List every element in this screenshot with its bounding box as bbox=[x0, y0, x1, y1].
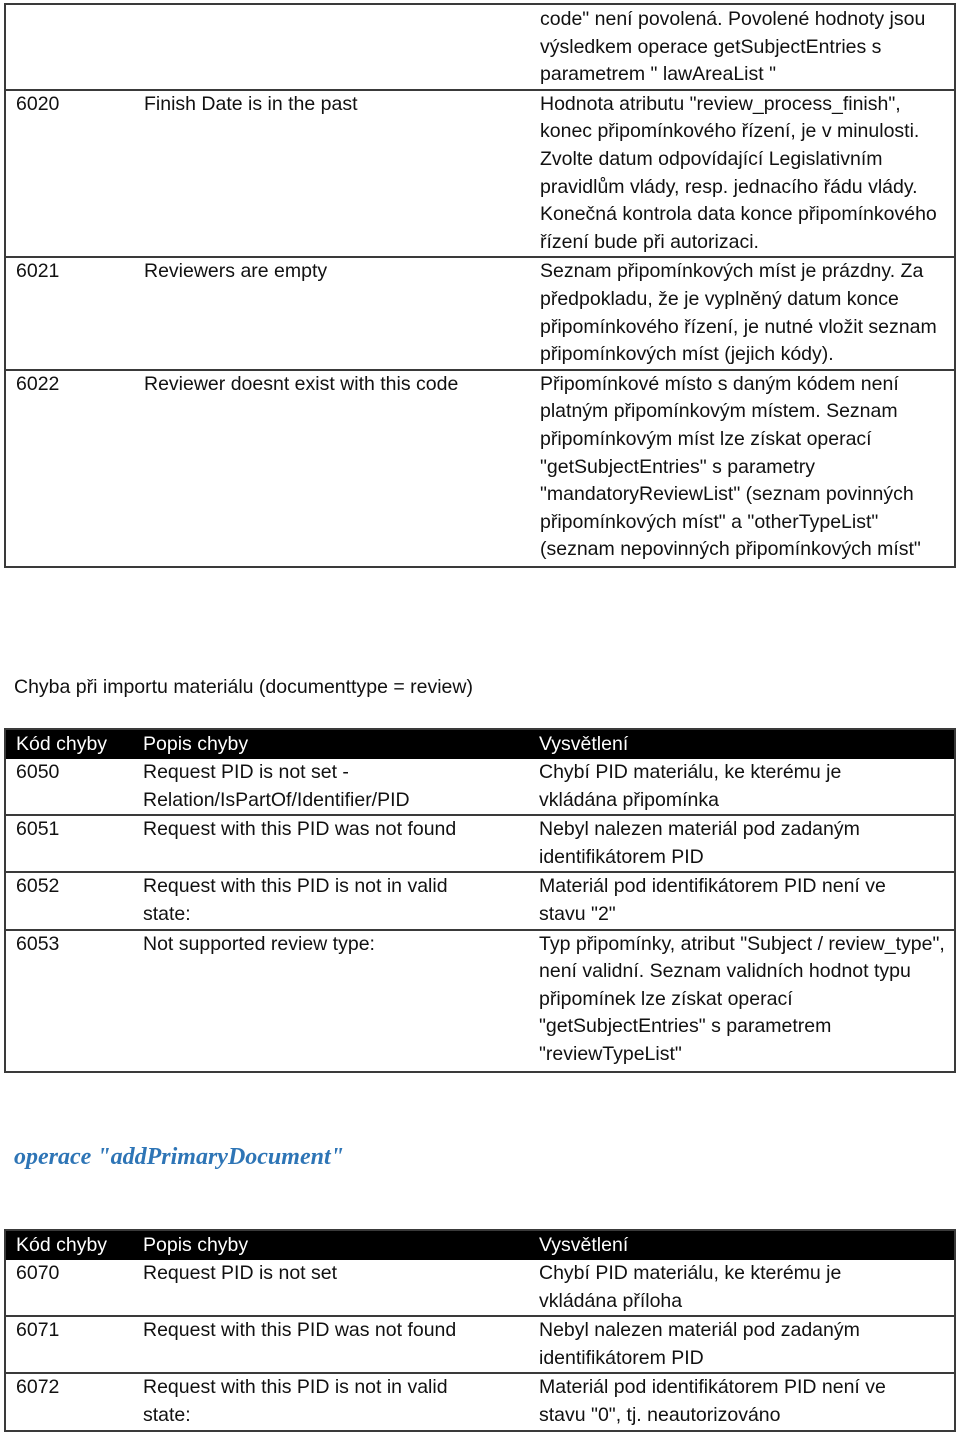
table-row bbox=[5, 930, 955, 1072]
error-description: Request with this PID was not found bbox=[133, 815, 529, 872]
table-row bbox=[5, 1373, 955, 1430]
table-row bbox=[5, 4, 955, 90]
table-row bbox=[5, 257, 955, 369]
table-row bbox=[5, 90, 955, 258]
error-explanation: Seznam připomínkových míst je prázdny. Za předpokladu, že je vyplněný datum konce připomínkového řízení, je nutné vložit seznam připomínkových míst (jejich kódy). bbox=[530, 257, 955, 369]
table-row bbox=[5, 370, 955, 567]
error-explanation: Chybí PID materiálu, ke kterému je vkládána příloha bbox=[539, 1262, 842, 1312]
column-header-description: Popis chyby bbox=[133, 1230, 529, 1260]
error-code: 6021 bbox=[5, 257, 134, 369]
error-table-top bbox=[4, 3, 956, 568]
error-explanation: Připomínkové místo s daným kódem není platným připomínkovým místem. Seznam připomínkovým míst lze získat operací "getSubjectEntries" s parametry "mandatoryReviewList" (seznam povinných připomínkových míst" a "otherTypeList" (seznam nepovinných připomínkových míst" bbox=[530, 370, 955, 567]
error-code bbox=[5, 4, 134, 90]
error-code: 6050 bbox=[16, 761, 60, 783]
error-explanation: Materiál pod identifikátorem PID není ve stavu "2" bbox=[529, 872, 955, 929]
table-row bbox=[5, 815, 955, 872]
table-header-row bbox=[5, 729, 955, 759]
column-header-code: Kód chyby bbox=[5, 729, 133, 759]
table-row bbox=[5, 872, 955, 929]
error-description: Request with this PID is not in valid state: bbox=[133, 872, 529, 929]
error-description: Finish Date is in the past bbox=[134, 90, 530, 258]
table-row bbox=[5, 759, 955, 815]
error-description: Request PID is not set - Relation/IsPartOf/Identifier/PID bbox=[143, 761, 410, 811]
error-description: Request PID is not set bbox=[143, 1262, 338, 1284]
error-explanation: Hodnota atributu "review_process_finish", konec připomínkového řízení, je v minulosti. Zvolte datum odpovídající Legislativním pravidlům vlády, resp. jednacího řádu vlády. Konečná kontrola data konce připomínkového řízení bude při autorizaci. bbox=[530, 90, 955, 258]
error-description: Reviewer doesnt exist with this code bbox=[134, 370, 530, 567]
error-description: Request with this PID was not found bbox=[133, 1316, 529, 1373]
section-title-review: Chyba při importu materiálu (documenttype = review) bbox=[14, 676, 473, 698]
error-code: 6022 bbox=[5, 370, 134, 567]
error-explanation: Typ připomínky, atribut "Subject / review_type", není validní. Seznam validních hodnot typu připomínek lze získat operací "getSubjectEntries" s parametrem "reviewTypeList" bbox=[529, 930, 955, 1072]
error-explanation: Nebyl nalezen materiál pod zadaným identifikátorem PID bbox=[529, 1316, 955, 1373]
table-header-row bbox=[5, 1230, 955, 1260]
error-code: 6071 bbox=[5, 1316, 133, 1373]
error-description: Not supported review type: bbox=[133, 930, 529, 1072]
error-description: Reviewers are empty bbox=[134, 257, 530, 369]
error-explanation: Chybí PID materiálu, ke kterému je vkládána připomínka bbox=[539, 761, 842, 811]
error-explanation: Materiál pod identifikátorem PID není ve stavu "0", tj. neautorizováno bbox=[529, 1373, 955, 1430]
error-table-primary bbox=[4, 1229, 956, 1432]
error-code: 6072 bbox=[5, 1373, 133, 1430]
error-code: 6053 bbox=[5, 930, 133, 1072]
column-header-code: Kód chyby bbox=[5, 1230, 133, 1260]
error-explanation: code" není povolená. Povolené hodnoty jsou výsledkem operace getSubjectEntries s parametrem " lawAreaList " bbox=[540, 8, 926, 86]
error-description bbox=[134, 4, 530, 90]
error-code: 6070 bbox=[16, 1262, 60, 1284]
table-row bbox=[5, 1316, 955, 1373]
error-explanation: Nebyl nalezen materiál pod zadaným identifikátorem PID bbox=[529, 815, 955, 872]
error-description: Request with this PID is not in valid state: bbox=[133, 1373, 529, 1430]
error-code: 6052 bbox=[5, 872, 133, 929]
operation-heading: operace "addPrimaryDocument" bbox=[14, 1144, 344, 1170]
error-code: 6051 bbox=[5, 815, 133, 872]
column-header-explanation: Vysvětlení bbox=[529, 1230, 955, 1260]
column-header-description: Popis chyby bbox=[133, 729, 529, 759]
error-table-review bbox=[4, 728, 956, 1073]
table-row bbox=[5, 1260, 955, 1316]
error-code: 6020 bbox=[5, 90, 134, 258]
column-header-explanation: Vysvětlení bbox=[529, 729, 955, 759]
